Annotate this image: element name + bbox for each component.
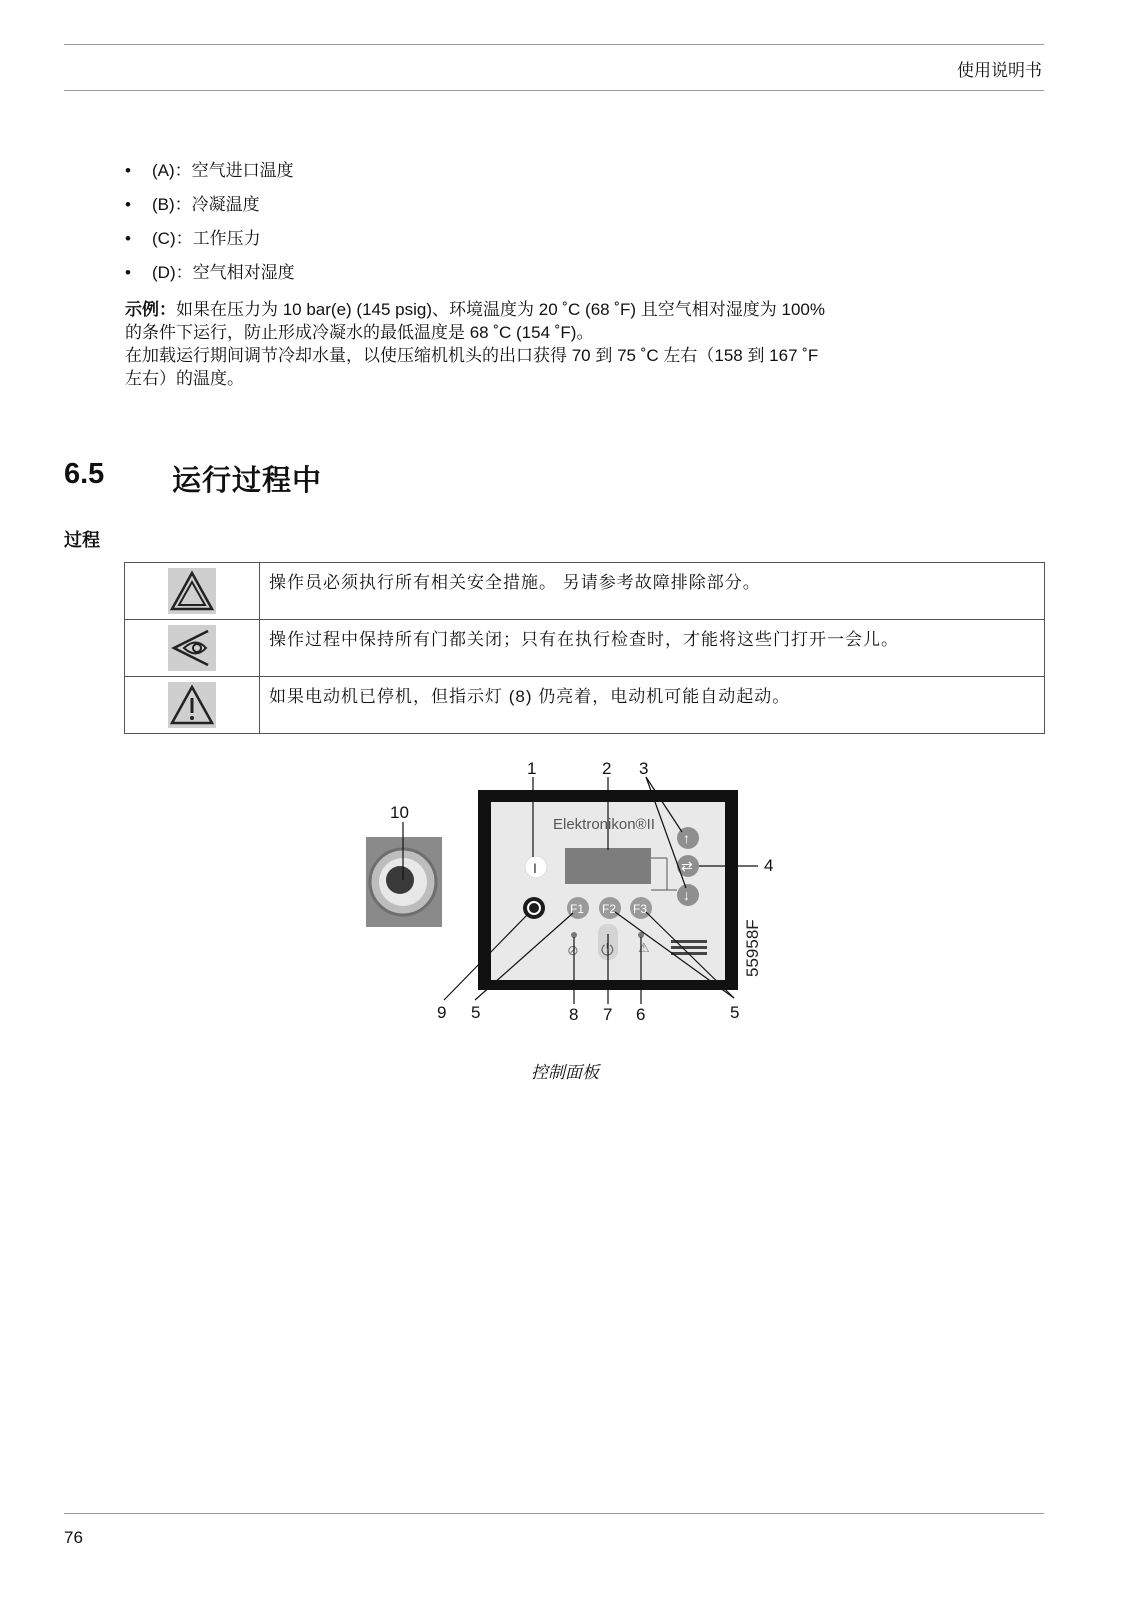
list-item: • (A)：空气进口温度 <box>125 161 294 180</box>
subheading: 过程 <box>64 530 100 550</box>
svg-text:↓: ↓ <box>683 887 690 903</box>
panel-display <box>565 848 651 884</box>
f1-label: F1 <box>570 902 585 916</box>
panel-brand: Elektronikon®II <box>553 816 655 833</box>
callout-label: 10 <box>390 803 409 822</box>
table-row <box>125 677 1045 734</box>
callout-label: 5 <box>471 1003 481 1022</box>
f3-label: F3 <box>633 902 648 916</box>
eye-in-triangle-icon <box>168 625 216 671</box>
section-number: 6.5 <box>64 458 105 490</box>
f2-label: F2 <box>602 902 617 916</box>
callout-label: 7 <box>603 1005 613 1024</box>
list-item-text: (A)：空气进口温度 <box>152 161 294 180</box>
callout-label: 5 <box>730 1003 740 1022</box>
icon-cell <box>125 563 260 620</box>
icon-cell <box>125 677 260 734</box>
figure-caption: 控制面板 <box>531 1063 599 1082</box>
triangle-in-triangle-icon <box>168 568 216 614</box>
callout-label: 1 <box>527 762 537 778</box>
callout-label: 8 <box>569 1005 579 1024</box>
callout-label: 2 <box>602 762 612 778</box>
example-line: 在加载运行期间调节冷却水量，以使压缩机机头的出口获得 70 到 75 ˚C 左右（158 到 167 ˚F <box>125 346 819 365</box>
svg-text:⇄: ⇄ <box>681 858 693 874</box>
header-top-rule <box>64 44 1044 45</box>
svg-text:⚠: ⚠ <box>638 940 650 955</box>
warning-exclamation-icon <box>168 682 216 728</box>
safety-text: 操作员必须执行所有相关安全措施。 另请参考故障排除部分。 <box>260 563 1045 620</box>
page-number: 76 <box>64 1528 83 1547</box>
callout-label: 6 <box>636 1005 646 1024</box>
header-bottom-rule <box>64 90 1044 91</box>
list-item: • (B)：冷凝温度 <box>125 195 260 214</box>
example-line: 的条件下运行，防止形成冷凝水的最低温度是 68 ˚C (154 ˚F)。 <box>125 323 594 342</box>
list-item-text: (C)：工作压力 <box>152 229 261 248</box>
condition-list <box>120 160 295 296</box>
list-item: • (C)：工作压力 <box>125 229 261 248</box>
section-title: 运行过程中 <box>172 465 323 497</box>
emergency-stop-image <box>366 837 442 927</box>
start-button-label: I <box>533 860 537 876</box>
safety-text: 如果电动机已停机，但指示灯 (8) 仍亮着，电动机可能自动起动。 <box>260 677 1045 734</box>
svg-text:↑: ↑ <box>683 830 690 846</box>
callout-label: 3 <box>639 762 649 778</box>
footer-rule <box>64 1513 1044 1514</box>
figure-code: 55958F <box>743 919 762 977</box>
list-item: • (D)：空气相对湿度 <box>125 263 295 282</box>
icon-cell <box>125 620 260 677</box>
example-line: 左右）的温度。 <box>125 369 244 388</box>
header-title: 使用说明书 <box>957 61 1042 80</box>
example-label: 示例： <box>125 300 176 319</box>
svg-text:⏻: ⏻ <box>601 942 614 959</box>
svg-text:⊘: ⊘ <box>567 942 579 958</box>
table-row <box>125 620 1045 677</box>
example-paragraph <box>125 298 975 390</box>
example-line: 如果在压力为 10 bar(e) (145 psig)、环境温度为 20 ˚C (68 ˚F) 且空气相对湿度为 100% <box>176 300 825 319</box>
table-row <box>125 563 1045 620</box>
safety-table <box>124 562 1045 734</box>
safety-text: 操作过程中保持所有门都关闭；只有在执行检查时，才能将这些门打开一会儿。 <box>260 620 1045 677</box>
list-item-text: (D)：空气相对湿度 <box>152 263 295 282</box>
callout-label: 4 <box>764 856 774 875</box>
callout-label: 9 <box>437 1003 447 1022</box>
list-item-text: (B)：冷凝温度 <box>152 195 260 214</box>
control-panel-figure <box>360 762 790 1052</box>
